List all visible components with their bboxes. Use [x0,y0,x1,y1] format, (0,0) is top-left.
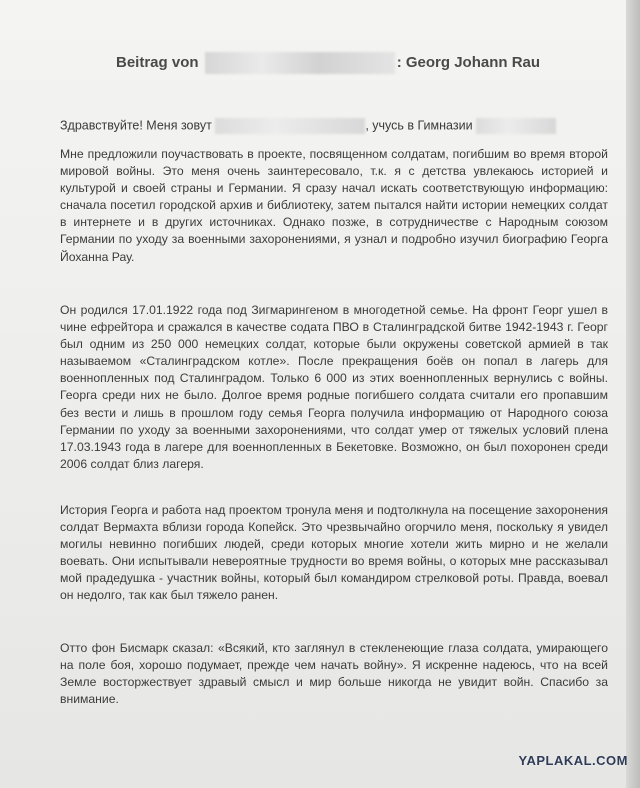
redacted-name [205,52,395,74]
title-suffix: : Georg Johann Rau [396,53,541,71]
greeting-part1: Здравствуйте! Меня зовут [60,118,212,133]
paragraph-1 [60,146,608,266]
paragraph-text: Мне предложили поучаствовать в проекте, посвященном солдатам, погибшим во время второй мировой войны. Это меня очень заинтересовало, т.к. я с детства увлекаюсь историей и культурой и своей страны и Германии. Я сразу начал искать соответствующую информацию: сначала посетил городской архив и библиотеку, затем пытался найти истории немецких солдат в интернете и в других источниках. Однако позже, в сотрудничестве с Народным союзом Германии по уходу за военными захоронениями, я узнал и подробно изучил биографию Георга Йоханна Рау. [60,147,608,264]
greeting-line [60,118,620,134]
paragraph-text: История Георга и работа над проектом тронула меня и подтолкнула на посещение захоронения солдат Вермахта вблизи города Копейск. Это чрезвычайно огорчило меня, поскольку я увидел могилы невинно погибших людей, среди которых многие хотели жить мирно и не желали воевать. Они испытывали невероятные трудности во время войны, о которых мне рассказывал мой прадедушка - участник войны, который был командиром стрелковой роты. Правда, воевал он недолго, так как был тяжело ранен. [60,503,608,603]
document-title [116,52,636,74]
greeting-part2: , учусь в Гимназии [365,118,473,133]
redacted-school [476,118,556,134]
paragraph-text: Он родился 17.01.1922 года под Зигмарингеном в многодетной семье. На фронт Георг ушел в чине ефрейтора и сражался в качестве содата ПВО в Сталинградской битве 1942-1943 г. Георг был одним из 250 000 немецких солдат, которые были окружены советской армией в так называемом «Сталинградском котле». После прекращения боёв он попал в лагерь для военнопленных под Сталинградом. Только 6 000 из этих военнопленных вернулись с войны. Георга среди них не было. Долгое время родные погибшего солдата считали его пропавшим без вести и лишь в прошлом году семья Георга получила информацию от Народного союза Германии по уходу за военными захоронениями, что солдат умер от тяжелых условий плена 17.03.1943 года в лагере для военнопленных в Бекетовке. Возможно, он был похоронен среди 2006 солдат близ лагеря. [60,303,608,471]
paragraph-text: Отто фон Бисмарк сказал: «Всякий, кто заглянул в стекленеющие глаза солдата, умирающего на поле боя, хорошо подумает, прежде чем начать войну». Я искренне надеюсь, что на всей Земле восторжествует здравый смысл и мир больше никогда не увидит войн. Спасибо за внимание. [60,641,608,707]
title-prefix: Beitrag von [116,53,199,71]
redacted-student-name [215,118,365,134]
paper-edge [626,0,640,788]
paragraph-4 [60,640,608,708]
paragraph-2 [60,302,608,473]
watermark-logo: YAPLAKAL.COM [518,753,628,768]
paragraph-3 [60,502,608,605]
